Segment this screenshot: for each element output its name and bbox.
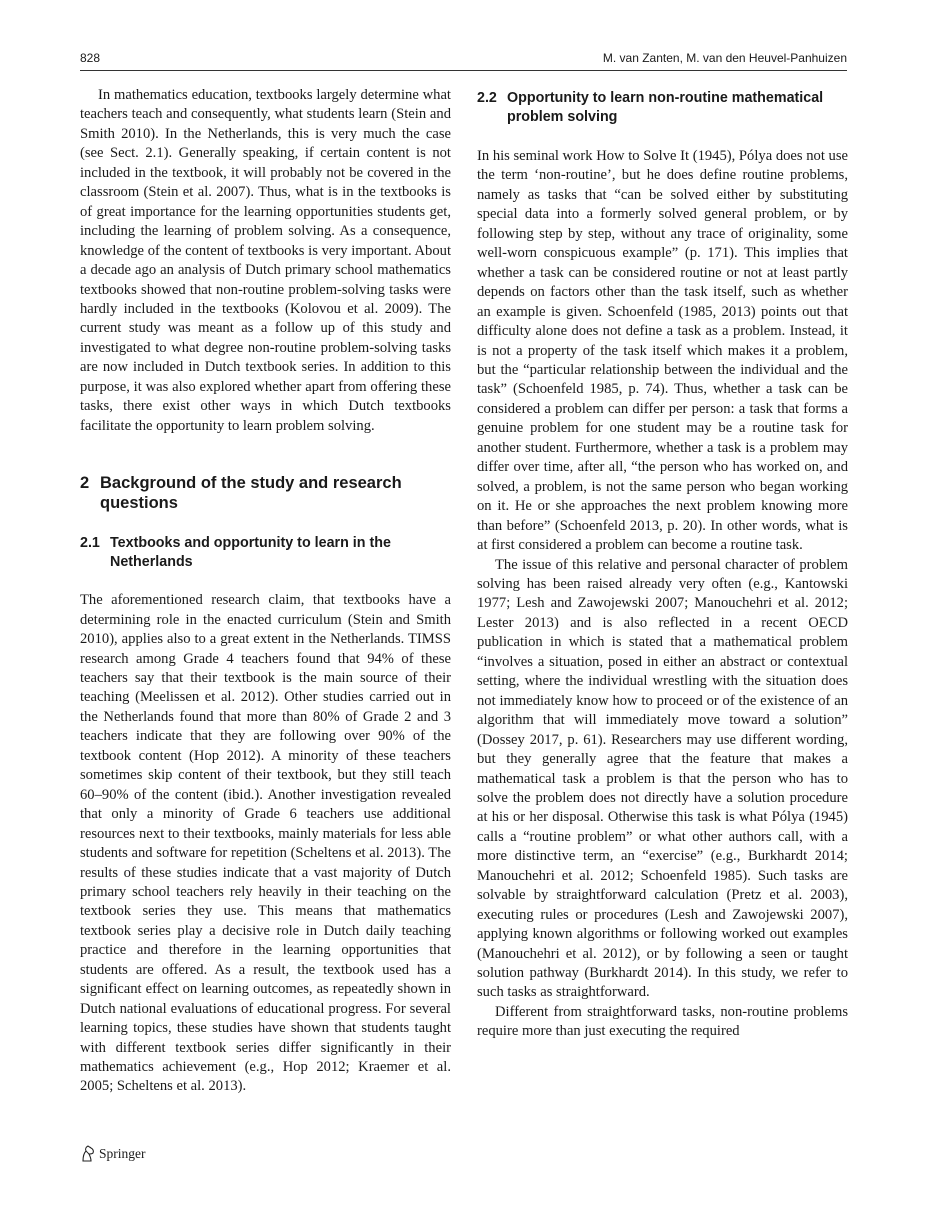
section-title: Textbooks and opportunity to learn in the Netherlands — [110, 535, 391, 571]
running-header — [80, 46, 847, 71]
running-head-authors: M. van Zanten, M. van den Heuvel-Panhuizen — [602, 51, 847, 65]
section-number: 2 — [80, 474, 90, 493]
section-2-1-paragraph: The aforementioned research claim, that textbooks have a determining role in the enacted curriculum (Stein and Smith 2010), applies also to a great extent in the Netherlands. TIMSS research among Grade 4 teachers found that 94% of these teachers say that their textbook is the main source of their teaching (Meelissen et al. 2012). Other studies carried out in the Netherlands found that more than 80% of Grade 2 and 3 teachers indicate that they are following over 90% of the textbook content (Hop 2012). A minority of these teachers sometimes skip content of their textbook, but they still teach 60–90% of the content (ibid.). Another investigation revealed that only a minority of Grade 6 teachers use additional resources next to their textbooks, mainly materials for less able students and software for repetition (Scheltens et al. 2013). The results of these studies indicate that a vast majority of Dutch primary school teachers rely heavily in their teaching on the textbook series they use. This means that mathematics textbook series play a decisive role in Dutch daily teaching practice and therefore in the learning opportunities that students are offered. As a result, the textbook used has a significant effect on learning outcomes, as repeatedly shown in Dutch national evaluations of educational progress. For several learning topics, these studies have shown that students taught with different textbook series differ significantly in their mathematics achievement (e.g., Hop 2012; Kraemer et al. 2005; Scheltens et al. 2013). — [80, 592, 451, 1095]
section-title: Background of the study and research questions — [100, 474, 402, 513]
section-2-heading — [80, 473, 451, 513]
page-footer — [80, 1145, 146, 1162]
section-2-1-heading — [80, 534, 451, 572]
right-column — [477, 89, 848, 1042]
springer-horse-icon — [80, 1145, 95, 1162]
section-number: 2.1 — [80, 535, 100, 552]
left-column — [80, 86, 451, 1097]
intro-paragraph: In mathematics education, textbooks largely determine what teachers teach and consequently, what students learn (Stein and Smith 2010). In the Netherlands, this is very much the case (see Sect. 2.1). Generally speaking, if certain content is not included in the textbook, it will probably not be covered in the classroom (Stein et al. 2007). Thus, what is in the textbooks is of great importance for the learning opportunities students get, including the learning of problem solving. As a consequence, knowledge of the content of textbooks is very important. About a decade ago an analysis of Dutch primary school mathematics textbooks showed that non-routine problem-solving tasks were hardly included in the textbooks (Kolovou et al. 2009). The current study was meant as a follow up of this study and investigated to what degree non-routine problem-solving tasks are now included in Dutch textbook series. In addition to this purpose, it was also explored whether apart from offering these tasks, there exist other ways in which Dutch textbooks facilitate the opportunity to learn problem solving. — [80, 87, 451, 434]
section-number: 2.2 — [477, 90, 497, 106]
section-2-2-paragraph-2: The issue of this relative and personal character of problem solving has been raised already very often (e.g., Kantowski 1977; Lesh and Zawojewski 2007; Manouchehri et al. 2012; Lester 2013) and is also reflected in a recent OECD publication in which is stated that a mathematical problem “involves a situation, posed in either an abstract or contextual setting, where the individual wrestling with the situation does not immediately know how to proceed or of the existence of an algorithm that will immediately move toward a solution” (Dossey 2017, p. 61). Researchers may use different wording, but they generally agree that the feature that makes a mathematical task a problem is that the person who has to solve the problem does not directly have a solution procedure at his or her disposal. Otherwise this task is what Pólya (1945) calls a “routine problem” or what other authors call, with a more distinctive term, an “exercise” (e.g., Burkhardt 2014; Manouchehri et al. 2012; Schoenfeld 1985). Such tasks are solvable by straightforward calculation (Pretz et al. 2003), executing rules or procedures (Lesh and Zawojewski 2007), applying known algorithms or following worked out examples (Manouchehri et al. 2012), or by following a seen or taught solution pathway (Burkhardt 2014). In this study, we refer to such tasks as straightforward. — [477, 556, 848, 1001]
section-2-2-heading — [477, 89, 848, 127]
section-title: Opportunity to learn non-routine mathematical problem solving — [507, 90, 824, 125]
section-2-2-paragraph-3: Different from straightforward tasks, non-routine problems require more than just executing the required — [477, 1003, 848, 1040]
page-number: 828 — [80, 51, 101, 65]
publisher-name: Springer — [99, 1145, 146, 1161]
section-2-2-paragraph-1: In his seminal work How to Solve It (1945), Pólya does not use the term ‘non-routine’, but he does define routine problems, namely as tasks that “can be solved either by substituting special data into a formerly solved general problem, or by following step by step, without any trace of originality, some well-worn conspicuous example” (p. 171). This implies that whether a task can be considered routine or not at least partly depends on factors other than the task itself, such as whether an example is given. Schoenfeld (1985, 2013) points out that difficulty alone does not define a task as a problem. Instead, it is not a property of the task itself which makes it a problem, but the “particular relationship between the individual and the task” (Schoenfeld 1985, p. 74). Thus, whether a task can be considered a problem can differ per person: a task that forms a genuine problem for one student may be a routine task for another student. Furthermore, whether a task is a problem may differ over time, after all, “the person who has worked on, and solved, a problem, is not the same person who began working on it. He or she approaches the next problem knowing more than before” (Schoenfeld 2013, p. 20). In other words, what is at first considered a problem can become a routine task. — [477, 148, 848, 554]
